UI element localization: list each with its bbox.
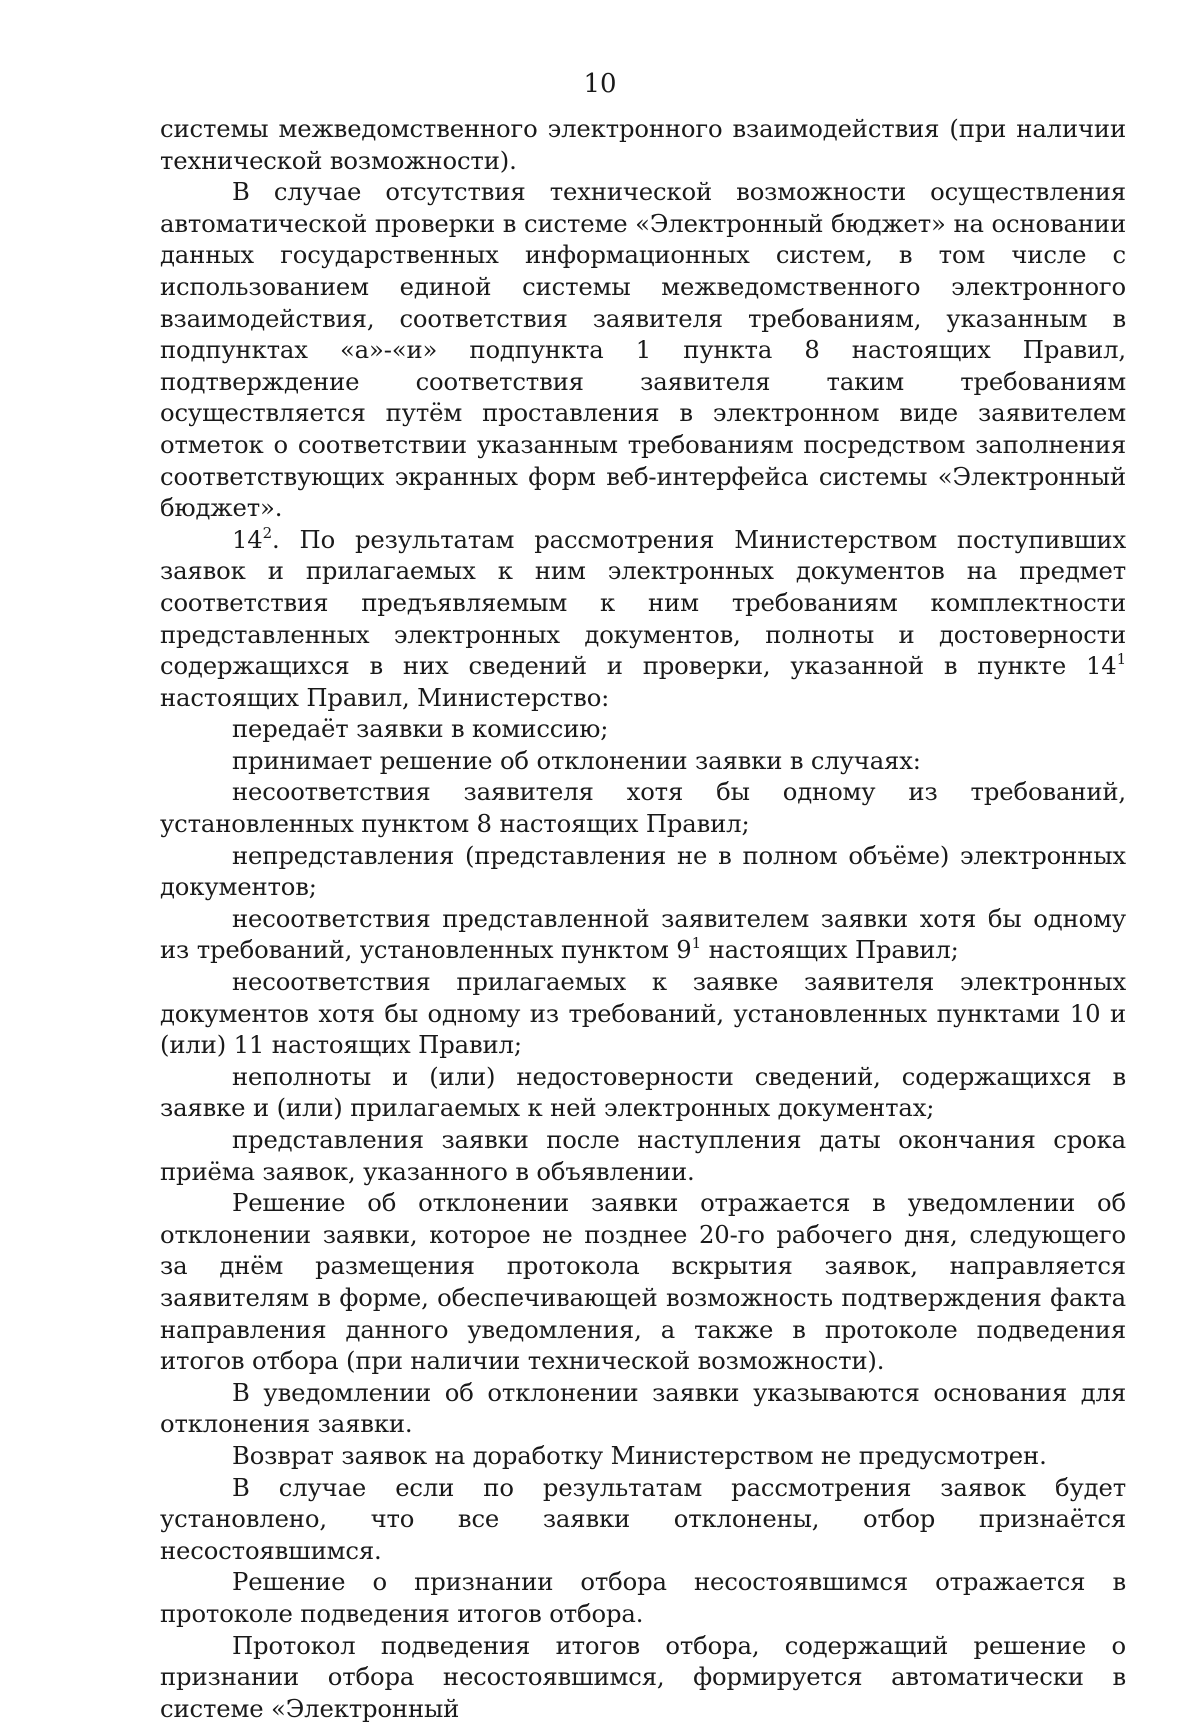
paragraph-text: В случае отсутствия технической возможности осуществления автоматической проверки в системе «Электронный бюджет» на основании данных государственных информационных систем, в том числе с использованием единой системы межведомственного электронного взаимодействия, соответствия заявителя требованиям, указанным в подпунктах «а»-«и» подпункта 1 пункта 8 настоящих Правил, подтверждение соответствия заявителя таким требованиям осуществляется путём проставления в электронном виде заявителем отметок о соответствии указанным требованиям посредством заполнения соответствующих экранных форм веб-интерфейса системы «Электронный бюджет». bbox=[160, 177, 1126, 522]
paragraph bbox=[160, 176, 1126, 524]
paragraph-text: принимает решение об отклонении заявки в случаях: bbox=[232, 746, 921, 775]
paragraph bbox=[160, 1440, 1126, 1472]
paragraph bbox=[160, 1566, 1126, 1629]
paragraph bbox=[160, 840, 1126, 903]
paragraph-text: Протокол подведения итогов отбора, содержащий решение о признании отбора несостоявшимся, формируется автоматически в системе «Электронный bbox=[160, 1631, 1126, 1723]
page-number: 10 bbox=[0, 68, 1200, 100]
paragraph-text: В уведомлении об отклонении заявки указываются основания для отклонения заявки. bbox=[160, 1378, 1126, 1439]
paragraph-text: настоящих Правил, Министерство: bbox=[160, 683, 609, 712]
paragraph bbox=[160, 1472, 1126, 1567]
paragraph-text: несоответствия заявителя хотя бы одному из требований, установленных пунктом 8 настоящих Правил; bbox=[160, 777, 1126, 838]
paragraph-text: Возврат заявок на доработку Министерством не предусмотрен. bbox=[232, 1441, 1047, 1470]
paragraph-text: непредставления (представления не в полном объёме) электронных документов; bbox=[160, 841, 1126, 902]
paragraph-text: передаёт заявки в комиссию; bbox=[232, 714, 608, 743]
paragraph-text: несоответствия прилагаемых к заявке заявителя электронных документов хотя бы одному из требований, установленных пунктами 10 и (или) 11 настоящих Правил; bbox=[160, 967, 1126, 1059]
paragraph bbox=[160, 713, 1126, 745]
paragraph bbox=[160, 903, 1126, 966]
paragraph-text: несоответствия представленной заявителем заявки хотя бы одному из требований, установленных пунктом 9 bbox=[160, 904, 1126, 965]
document-body bbox=[160, 113, 1126, 1724]
paragraph bbox=[160, 1377, 1126, 1440]
paragraph bbox=[160, 745, 1126, 777]
paragraph-text: В случае если по результатам рассмотрения заявок будет установлено, что все заявки отклонены, отбор признаётся несостоявшимся. bbox=[160, 1473, 1126, 1565]
superscript: 2 bbox=[263, 524, 272, 542]
paragraph bbox=[160, 113, 1126, 176]
paragraph bbox=[160, 524, 1126, 714]
paragraph bbox=[160, 1124, 1126, 1187]
paragraph-text: Решение о признании отбора несостоявшимся отражается в протоколе подведения итогов отбора. bbox=[160, 1567, 1126, 1628]
paragraph-text: 14 bbox=[232, 525, 263, 554]
paragraph-text: неполноты и (или) недостоверности сведений, содержащихся в заявке и (или) прилагаемых к ней электронных документах; bbox=[160, 1062, 1126, 1123]
paragraph bbox=[160, 1061, 1126, 1124]
paragraph-text: системы межведомственного электронного взаимодействия (при наличии технической возможности). bbox=[160, 114, 1126, 175]
paragraph bbox=[160, 966, 1126, 1061]
paragraph-text: . По результатам рассмотрения Министерством поступивших заявок и прилагаемых к ним электронных документов на предмет соответствия предъявляемым к ним требованиям комплектности представленных электронных документов, полноты и достоверности содержащихся в них сведений и проверки, указанной в пункте 14 bbox=[160, 525, 1126, 680]
superscript: 1 bbox=[1117, 650, 1126, 668]
paragraph-text: настоящих Правил; bbox=[701, 935, 959, 964]
superscript: 1 bbox=[692, 934, 701, 952]
paragraph bbox=[160, 776, 1126, 839]
paragraph-text: Решение об отклонении заявки отражается в уведомлении об отклонении заявки, которое не позднее 20-го рабочего дня, следующего за днём размещения протокола вскрытия заявок, направляется заявителям в форме, обеспечивающей возможность подтверждения факта направления данного уведомления, а также в протоколе подведения итогов отбора (при наличии технической возможности). bbox=[160, 1188, 1126, 1375]
paragraph bbox=[160, 1187, 1126, 1377]
paragraph-text: представления заявки после наступления даты окончания срока приёма заявок, указанного в объявлении. bbox=[160, 1125, 1126, 1186]
paragraph bbox=[160, 1630, 1126, 1724]
